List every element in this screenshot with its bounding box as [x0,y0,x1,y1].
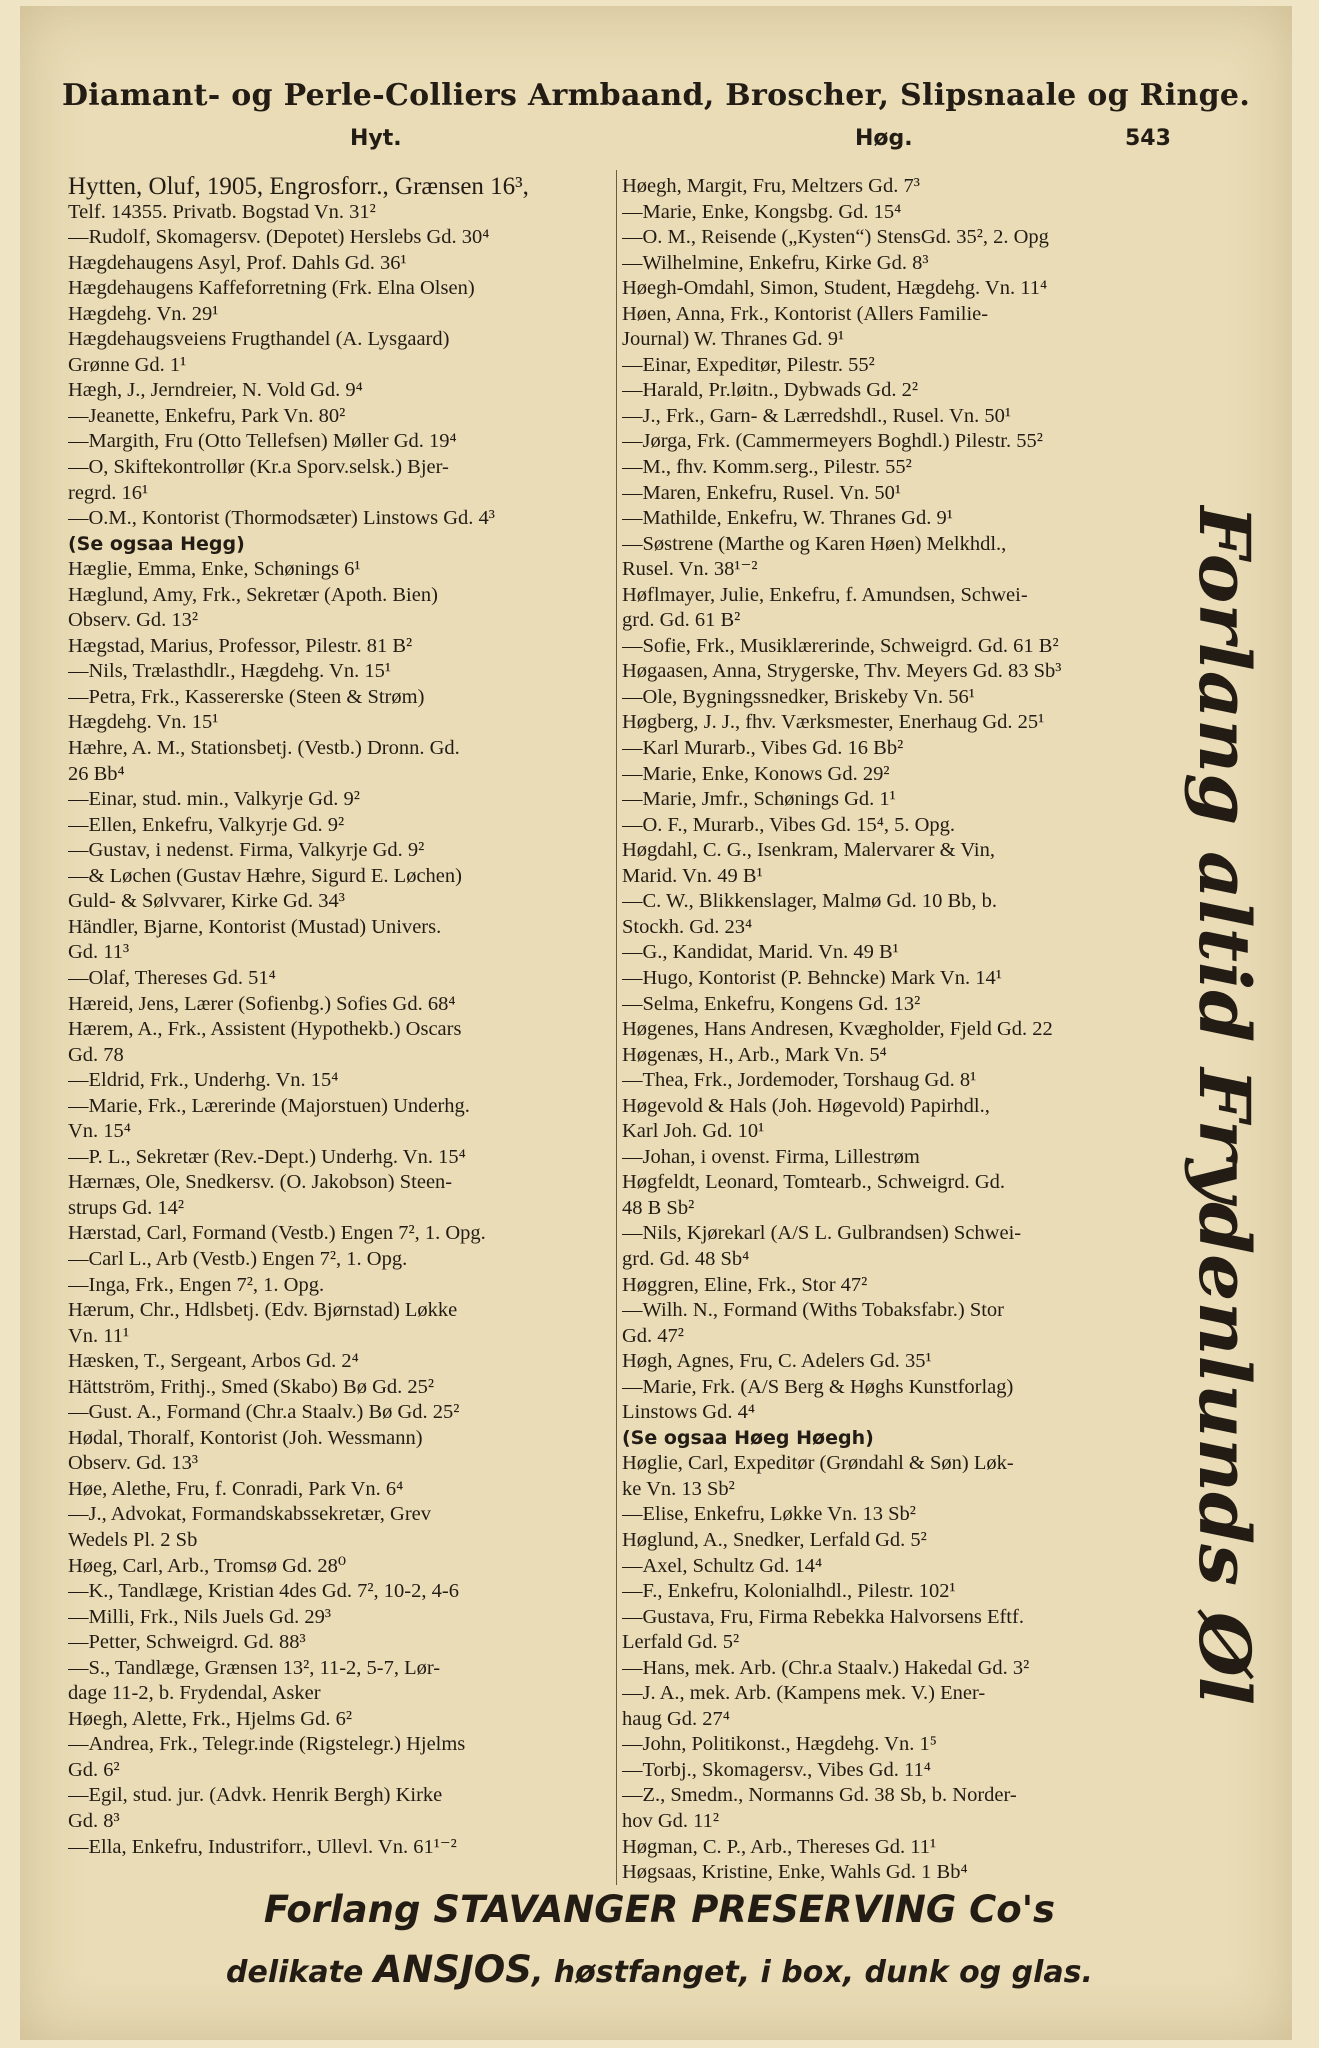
entry-text: Hægdehg. Vn. 29¹ [68,302,219,325]
entry-text: —Thea, Frk., Jordemoder, Torshaug Gd. 8¹ [622,1069,977,1092]
entry-text: Hæhre, A. M., Stationsbetj. (Vestb.) Dronn. Gd. [68,737,460,760]
directory-entry-line [68,864,614,890]
entry-text: Observ. Gd. 13² [68,609,199,632]
directory-entry-line [622,940,1162,966]
directory-entry-line [68,1605,614,1631]
entry-text: —Einar, Expeditør, Pilestr. 55² [622,353,875,376]
entry-text: Høglie, Carl, Expeditør (Grøndahl & Søn) Løk- [622,1452,1014,1475]
entry-text: —Selma, Enkefru, Kongens Gd. 13² [622,992,921,1015]
entry-text: Gd. 78 [68,1043,124,1066]
entry-text: Hægstad, Marius, Professor, Pilestr. 81 B² [68,634,413,657]
entry-text: Hægh, J., Jerndreier, N. Vold Gd. 9⁴ [68,379,363,402]
directory-entry-line [622,1298,1162,1324]
directory-entry-line [68,710,614,736]
entry-text: —John, Politikonst., Hægdehg. Vn. 1⁵ [622,1733,937,1756]
entry-text: —O. F., Murarb., Vibes Gd. 15⁴, 5. Opg. [622,813,956,836]
directory-entry-line [622,710,1162,736]
entry-text: —Gustava, Fru, Firma Rebekka Halvorsens Eftf. [622,1605,1024,1628]
entry-text: —Inga, Frk., Engen 7², 1. Opg. [68,1273,325,1296]
entry-text: Hærum, Chr., Hdlsbetj. (Edv. Bjørnstad) Løkke [68,1299,458,1322]
entry-text: —Rudolf, Skomagersv. (Depotet) Herslebs Gd. 30⁴ [68,226,490,249]
directory-entry-line [68,1783,614,1809]
entry-text: (Se ogsaa Hegg) [68,532,245,555]
entry-text: —Marie, Frk. (A/S Berg & Høghs Kunstforlag) [622,1375,1014,1398]
directory-entry-line [622,1605,1162,1631]
directory-entry-line [68,327,614,353]
directory-entry-line [68,200,614,226]
entry-text: Wedels Pl. 2 Sb [68,1528,198,1551]
entry-text: Telf. 14355. Privatb. Bogstad Vn. 31² [68,200,376,223]
directory-entry-line [622,429,1162,455]
directory-entry-line [68,1273,614,1299]
entry-text: Høgaasen, Anna, Strygerske, Thv. Meyers Gd. 83 Sb³ [622,660,1062,683]
entry-text: —Hugo, Kontorist (P. Behncke) Mark Vn. 14¹ [622,966,1002,989]
entry-text: —Z., Smedm., Normanns Gd. 38 Sb, b. Norder- [622,1784,1017,1807]
directory-entry-line [622,736,1162,762]
directory-entry-line [68,353,614,379]
directory-entry-line [68,404,614,430]
directory-entry-line [622,1196,1162,1222]
directory-entry-line [68,1400,614,1426]
entry-text: —Søstrene (Marthe og Karen Høen) Melkhdl., [622,532,1007,555]
directory-entry-line [622,1656,1162,1682]
directory-entry-line [622,302,1162,328]
directory-entry-line [622,583,1162,609]
entry-text: —P. L., Sekretær (Rev.-Dept.) Underhg. Vn. 15⁴ [68,1145,466,1168]
directory-entry-line [68,1196,614,1222]
directory-entry-line [68,1656,614,1682]
entry-text: Hæglie, Emma, Enke, Schønings 6¹ [68,558,361,581]
entry-text: Høggren, Eline, Frk., Stor 47² [622,1273,868,1296]
directory-entry-line [622,1528,1162,1554]
directory-entry-line [622,1835,1162,1861]
directory-entry-line [68,1681,614,1707]
entry-text: 26 Bb⁴ [68,762,125,785]
directory-entry-line [622,685,1162,711]
entry-text: Grønne Gd. 1¹ [68,353,187,376]
entry-text: —Petter, Schweigrd. Gd. 88³ [68,1631,306,1654]
directory-entry-line [622,1043,1162,1069]
entry-text: Høgh, Agnes, Fru, C. Adelers Gd. 35¹ [622,1350,932,1373]
directory-entry-line [622,915,1162,941]
right-column [622,174,1162,1886]
directory-entry-line [68,1451,614,1477]
entry-text: Observ. Gd. 13³ [68,1452,199,1475]
page-number: 543 [1125,126,1171,151]
directory-entry-line [68,1554,614,1580]
entry-text: —Nils, Trælasthdlr., Hægdehg. Vn. 15¹ [68,660,391,683]
entry-text: Vn. 11¹ [68,1324,130,1347]
entry-text: Linstows Gd. 4⁴ [622,1401,755,1424]
directory-entry-line [622,1068,1162,1094]
directory-entry-line [622,378,1162,404]
directory-entry-line [68,1630,614,1656]
directory-entry-line [68,1145,614,1171]
entry-text: —Torbj., Skomagersv., Vibes Gd. 11⁴ [622,1758,931,1781]
entry-text: —K., Tandlæge, Kristian 4des Gd. 7², 10-2, 4-6 [68,1580,459,1603]
directory-entry-line [68,1170,614,1196]
directory-entry-line [622,1783,1162,1809]
jewelry-banner: Diamant- og Perle-Colliers Armbaand, Broscher, Slipsnaale og Ringe. [61,78,1251,113]
directory-entry-line [622,608,1162,634]
entry-text: Karl Joh. Gd. 10¹ [622,1120,765,1143]
entry-text: —Petra, Frk., Kassererske (Steen & Strøm) [68,685,425,708]
entry-text: —Ella, Enkefru, Industriforr., Ullevl. Vn. 61¹⁻² [68,1835,457,1858]
entry-text: grd. Gd. 61 B² [622,609,741,632]
entry-text: —Milli, Frk., Nils Juels Gd. 29³ [68,1605,331,1628]
entry-text: Hättström, Frithj., Smed (Skabo) Bø Gd. 25² [68,1375,435,1398]
entry-text: Hærstad, Carl, Formand (Vestb.) Engen 7², 1. Opg. [68,1222,486,1245]
directory-entry-line [68,1068,614,1094]
left-column [68,174,614,1860]
directory-entry-line [622,1681,1162,1707]
directory-entry-line [68,378,614,404]
directory-entry-line [68,762,614,788]
directory-entry-line [622,532,1162,558]
directory-entry-line [622,200,1162,226]
directory-entry-line [68,1221,614,1247]
directory-entry-line [622,1809,1162,1835]
entry-text: —& Løchen (Gustav Hæhre, Sigurd E. Løchen) [68,864,462,887]
directory-entry-line [622,1170,1162,1196]
directory-entry-line [622,1707,1162,1733]
directory-entry-line [68,1094,614,1120]
directory-entry-line [68,251,614,277]
entry-text: strups Gd. 14² [68,1196,185,1219]
entry-text: —Gustav, i nedenst. Firma, Valkyrje Gd. 9² [68,839,425,862]
entry-text: —Axel, Schultz Gd. 14⁴ [622,1554,823,1577]
entry-text: Høgman, C. P., Arb., Thereses Gd. 11¹ [622,1835,937,1858]
directory-entry-line [622,251,1162,277]
directory-entry-line [622,1860,1162,1886]
entry-text: Gd. 6² [68,1758,120,1781]
bottom-ad-line-2-pre: delikate [226,1955,374,1990]
entry-text: —Andrea, Frk., Telegr.inde (Rigstelegr.) Hjelms [68,1733,466,1756]
directory-entry-line [622,1349,1162,1375]
entry-text: Journal) W. Thranes Gd. 9¹ [622,328,845,351]
entry-text: —S., Tandlæge, Grænsen 13², 11-2, 5-7, Lør- [68,1656,441,1679]
entry-text: Hæreid, Jens, Lærer (Sofienbg.) Sofies Gd. 68⁴ [68,992,456,1015]
directory-entry-line [622,659,1162,685]
directory-entry-line [68,889,614,915]
entry-text: —J., Advokat, Formandskabssekretær, Grev [68,1503,432,1526]
directory-entry-line [68,838,614,864]
directory-entry-line [68,1477,614,1503]
entry-text: ke Vn. 13 Sb² [622,1477,735,1500]
entry-text: haug Gd. 27⁴ [622,1707,730,1730]
entry-text: Høgevold & Hals (Joh. Høgevold) Papirhdl., [622,1094,990,1117]
entry-text: Høeg, Carl, Arb., Tromsø Gd. 28⁰ [68,1554,347,1577]
directory-entry-line [68,174,614,200]
directory-entry-line [622,506,1162,532]
entry-text: —Hans, mek. Arb. (Chr.a Staalv.) Hakedal Gd. 3² [622,1656,1030,1679]
entry-text: —C. W., Blikkenslager, Malmø Gd. 10 Bb, b. [622,890,998,913]
entry-text: Høegh, Alette, Frk., Hjelms Gd. 6² [68,1707,353,1730]
entry-text: Hærem, A., Frk., Assistent (Hypothekb.) Oscars [68,1018,462,1041]
entry-text: Hytten, Oluf, 1905, Engrosforr., Grænsen 16³, [68,174,529,200]
directory-entry-line [68,1247,614,1273]
directory-entry-line [68,915,614,941]
directory-entry-line [68,992,614,1018]
entry-text: Hægdehg. Vn. 15¹ [68,711,219,734]
directory-entry-line [68,1579,614,1605]
side-advertisement-text [1168,505,1278,1715]
directory-entry-line [622,1221,1162,1247]
entry-text: —Margith, Fru (Otto Tellefsen) Møller Gd. 19⁴ [68,430,457,453]
directory-entry-line [68,685,614,711]
bottom-ad-product: ANSJOS [373,1948,532,1991]
directory-entry-line [68,532,614,558]
directory-entry-line [622,1119,1162,1145]
entry-text: —Marie, Frk., Lærerinde (Majorstuen) Underhg. [68,1094,470,1117]
directory-entry-line [622,225,1162,251]
directory-entry-line [68,1298,614,1324]
entry-text: —Egil, stud. jur. (Advk. Henrik Bergh) Kirke [68,1784,443,1807]
directory-entry-line [622,1273,1162,1299]
entry-text: —J., Frk., Garn- & Lærredshdl., Rusel. Vn. 50¹ [622,404,1011,427]
entry-text: —Carl L., Arb (Vestb.) Engen 7², 1. Opg. [68,1247,408,1270]
bottom-ad-line-1: Forlang STAVANGER PRESERVING Co's [263,1888,1056,1931]
entry-text: regrd. 16¹ [68,481,149,504]
entry-text: —Ole, Bygningssnedker, Briskeby Vn. 56¹ [622,685,975,708]
directory-entry-line [68,225,614,251]
entry-text: Lerfald Gd. 5² [622,1631,740,1654]
entry-text: —Ellen, Enkefru, Valkyrje Gd. 9² [68,813,345,836]
directory-entry-line [68,1426,614,1452]
directory-entry-line [68,1758,614,1784]
directory-entry-line [622,634,1162,660]
entry-text: Høgsaas, Kristine, Enke, Wahls Gd. 1 Bb⁴ [622,1861,968,1884]
entry-text: Høgberg, J. J., fhv. Værksmester, Enerhaug Gd. 25¹ [622,711,1045,734]
entry-text: —Sofie, Frk., Musiklærerinde, Schweigrd. Gd. 61 B² [622,634,1059,657]
entry-text: —Jørga, Frk. (Cammermeyers Boghdl.) Pilestr. 55² [622,430,1043,453]
directory-entry-line [622,813,1162,839]
entry-text: —F., Enkefru, Kolonialhdl., Pilestr. 102¹ [622,1580,956,1603]
directory-entry-line [68,1324,614,1350]
directory-entry-line [622,174,1162,200]
directory-entry-line [68,736,614,762]
directory-entry-line [622,1375,1162,1401]
directory-entry-line [622,1554,1162,1580]
directory-entry-line [622,1324,1162,1350]
side-advertisement [1168,505,1278,1715]
directory-entry-line [622,1758,1162,1784]
entry-text: —Karl Murarb., Vibes Gd. 16 Bb² [622,737,904,760]
entry-text: Høen, Anna, Frk., Kontorist (Allers Familie- [622,302,989,325]
directory-entry-line [622,1426,1162,1452]
directory-entry-line [622,889,1162,915]
entry-text: —Maren, Enkefru, Rusel. Vn. 50¹ [622,481,902,504]
column-divider [616,170,617,1885]
entry-text: Hægdehaugens Asyl, Prof. Dahls Gd. 36¹ [68,251,407,274]
directory-entry-line [622,966,1162,992]
entry-text: Guld- & Sølvvarer, Kirke Gd. 34³ [68,890,345,913]
entry-text: Rusel. Vn. 38¹⁻² [622,558,758,581]
directory-entry-line [622,1017,1162,1043]
directory-entry-line [68,506,614,532]
entry-text: —Harald, Pr.løitn., Dybwads Gd. 2² [622,379,918,402]
entry-text: —Mathilde, Enkefru, W. Thranes Gd. 9¹ [622,507,953,530]
entry-text: Hødal, Thoralf, Kontorist (Joh. Wessmann) [68,1426,423,1449]
directory-entry-line [622,1630,1162,1656]
directory-entry-line [68,1528,614,1554]
directory-entry-line [68,1043,614,1069]
directory-entry-line [622,992,1162,1018]
entry-text: —O.M., Kontorist (Thormodsæter) Linstows Gd. 4³ [68,507,495,530]
entry-text: —Marie, Enke, Konows Gd. 29² [622,762,890,785]
entry-text: Gd. 47² [622,1324,684,1347]
directory-entry-line [622,1145,1162,1171]
directory-entry-line [68,1835,614,1861]
entry-text: —Wilhelmine, Enkefru, Kirke Gd. 8³ [622,251,929,274]
entry-text: Händler, Bjarne, Kontorist (Mustad) Univers. [68,915,442,938]
entry-text: Høglund, A., Snedker, Lerfald Gd. 5² [622,1528,927,1551]
directory-entry-line [68,1375,614,1401]
directory-entry-line [68,583,614,609]
side-ad-slogan: Forlang altid Frydenlunds Øl [1183,505,1266,1634]
directory-entry-line [622,1451,1162,1477]
entry-text: Hærnæs, Ole, Snedkersv. (O. Jakobson) Steen- [68,1171,453,1194]
directory-entry-line [622,762,1162,788]
directory-entry-line [622,1579,1162,1605]
directory-entry-line [68,455,614,481]
entry-text: —O, Skiftekontrollør (Kr.a Sporv.selsk.) Bjer- [68,456,449,479]
entry-text: —Marie, Enke, Kongsbg. Gd. 15⁴ [622,200,902,223]
entry-text: Høegh-Omdahl, Simon, Student, Hægdehg. Vn. 11⁴ [622,277,1048,300]
entry-text: Gd. 11³ [68,941,130,964]
directory-entry-line [68,276,614,302]
entry-text: —Jeanette, Enkefru, Park Vn. 80² [68,404,346,427]
entry-text: Høgenes, Hans Andresen, Kvægholder, Fjeld Gd. 22 [622,1018,1053,1041]
directory-entry-line [68,634,614,660]
directory-entry-line [68,1119,614,1145]
directory-entry-line [622,327,1162,353]
bottom-ad-line-2-post: , høstfanget, i box, dunk og glas. [531,1955,1093,1990]
directory-entry-line [622,1400,1162,1426]
entry-text: Vn. 15⁴ [68,1120,131,1143]
directory-entry-line [622,838,1162,864]
directory-entry-line [68,1809,614,1835]
directory-entry-line [68,966,614,992]
entry-text: Stockh. Gd. 23⁴ [622,915,753,938]
directory-entry-line [68,1502,614,1528]
entry-text: —Eldrid, Frk., Underhg. Vn. 15⁴ [68,1069,339,1092]
directory-entry-line [622,1094,1162,1120]
entry-text: —Einar, stud. min., Valkyrje Gd. 9² [68,788,360,811]
entry-text: Høegh, Margit, Fru, Meltzers Gd. 7³ [622,175,920,197]
entry-text: Hægdehaugens Kaffeforretning (Frk. Elna Olsen) [68,277,475,300]
entry-text: dage 11-2, b. Frydendal, Asker [68,1682,321,1705]
directory-entry-line [622,455,1162,481]
directory-entry-line [68,813,614,839]
entry-text: —J. A., mek. Arb. (Kampens mek. V.) Ener- [622,1682,986,1705]
directory-entry-line [68,608,614,634]
entry-text: Marid. Vn. 49 B¹ [622,864,763,887]
directory-entry-line [622,1502,1162,1528]
entry-text: 48 B Sb² [622,1196,695,1219]
directory-entry-line [622,276,1162,302]
entry-text: Høgdahl, C. G., Isenkram, Malervarer & Vin, [622,839,995,862]
entry-text: hov Gd. 11² [622,1810,720,1832]
entry-text: grd. Gd. 48 Sb⁴ [622,1247,750,1270]
entry-text: (Se ogsaa Høeg Høegh) [622,1426,874,1449]
entry-text: —G., Kandidat, Marid. Vn. 49 B¹ [622,941,899,964]
entry-text: Hæglund, Amy, Frk., Sekretær (Apoth. Bien) [68,583,438,606]
entry-text: —O. M., Reisende („Kysten“) StensGd. 35², 2. Opg [622,226,1049,249]
entry-text: —Marie, Jmfr., Schønings Gd. 1¹ [622,788,896,811]
entry-text: Høflmayer, Julie, Enkefru, f. Amundsen, Schwei- [622,583,1028,606]
entry-text: Hæsken, T., Sergeant, Arbos Gd. 2⁴ [68,1350,359,1373]
entry-text: Høgfeldt, Leonard, Tomtearb., Schweigrd. Gd. [622,1171,1006,1194]
entry-text: —Johan, i ovenst. Firma, Lillestrøm [622,1145,920,1168]
directory-entry-line [68,1707,614,1733]
entry-text: —Gust. A., Formand (Chr.a Staalv.) Bø Gd. 25² [68,1401,460,1424]
directory-entry-line [622,1247,1162,1273]
entry-text: —Olaf, Thereses Gd. 51⁴ [68,966,276,989]
directory-entry-line [68,429,614,455]
directory-entry-line [68,659,614,685]
entry-text: Gd. 8³ [68,1810,120,1832]
directory-entry-line [68,787,614,813]
directory-entry-line [68,557,614,583]
directory-entry-line [68,1732,614,1758]
entry-text: —Wilh. N., Formand (Withs Tobaksfabr.) Stor [622,1299,1005,1322]
directory-entry-line [622,404,1162,430]
directory-entry-line [622,557,1162,583]
guide-word-right: Høg. [855,126,913,151]
directory-entry-line [622,864,1162,890]
directory-entry-line [622,353,1162,379]
entry-text: —Nils, Kjørekarl (A/S L. Gulbrandsen) Schwei- [622,1222,1022,1245]
directory-entry-line [622,481,1162,507]
entry-text: Høgenæs, H., Arb., Mark Vn. 5⁴ [622,1043,887,1066]
directory-entry-line [68,302,614,328]
directory-entry-line [68,1349,614,1375]
directory-entry-line [68,940,614,966]
directory-entry-line [622,787,1162,813]
bottom-ad-line-2 [0,1948,1319,1991]
directory-entry-line [68,1017,614,1043]
directory-entry-line [622,1477,1162,1503]
entry-text: Høe, Alethe, Fru, f. Conradi, Park Vn. 6⁴ [68,1477,404,1500]
entry-text: Hægdehaugsveiens Frugthandel (A. Lysgaard) [68,328,450,351]
guide-word-left: Hyt. [350,126,402,151]
entry-text: —Elise, Enkefru, Løkke Vn. 13 Sb² [622,1503,916,1526]
directory-entry-line [622,1732,1162,1758]
entry-text: —M., fhv. Komm.serg., Pilestr. 55² [622,456,912,479]
directory-entry-line [68,481,614,507]
